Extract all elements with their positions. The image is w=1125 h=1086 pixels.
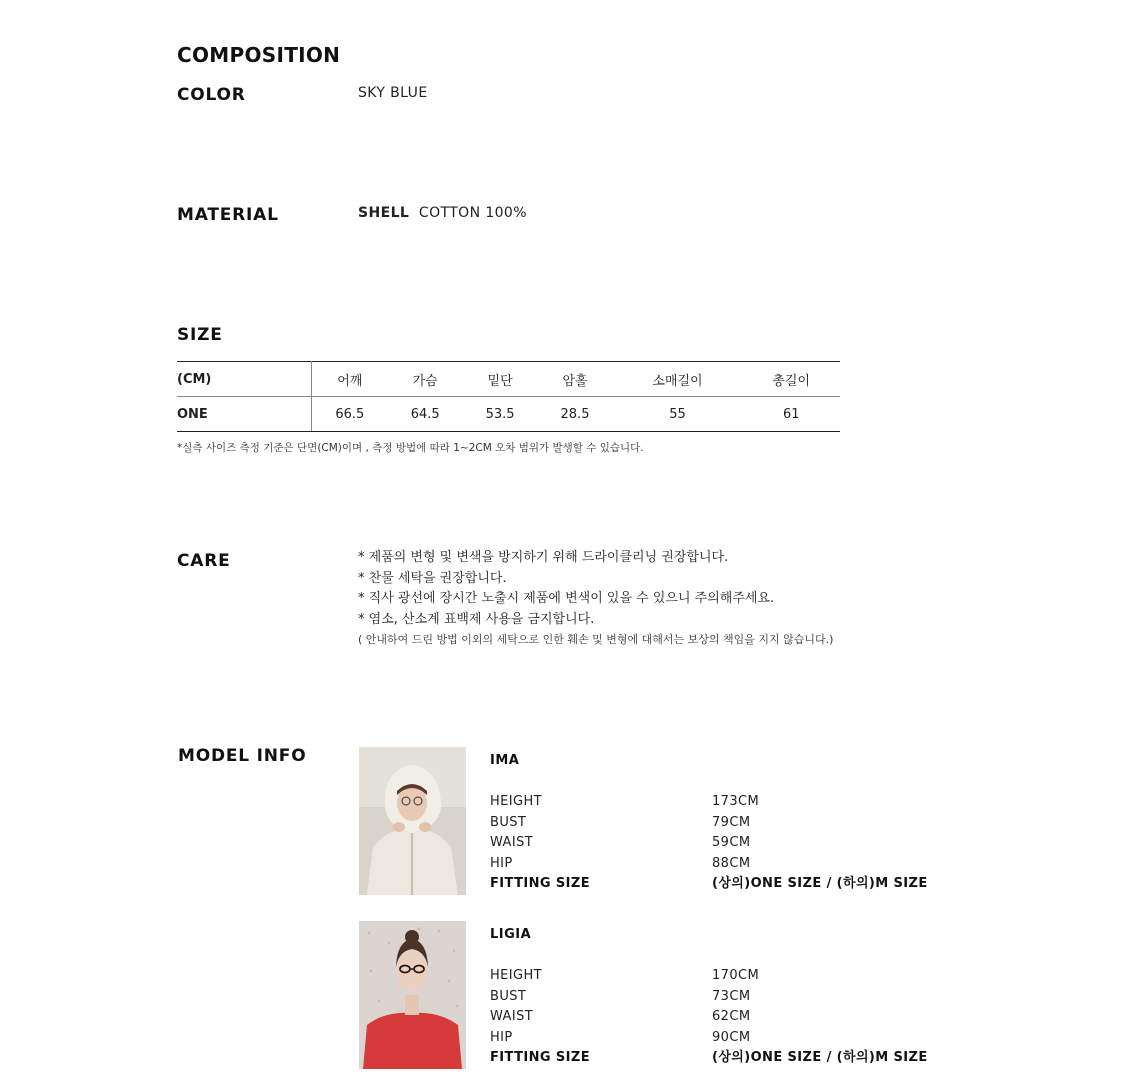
size-note: *실측 사이즈 측정 기준은 단면(CM)이며 , 측정 방법에 따라 1~2CM 오차 범위가 발생할 수 있습니다. bbox=[177, 442, 644, 454]
care-instructions bbox=[358, 548, 833, 647]
size-table bbox=[177, 361, 840, 432]
stat-label-height: HEIGHT bbox=[490, 794, 543, 809]
size-table-header-row bbox=[177, 362, 840, 397]
material-part: SHELL bbox=[358, 205, 410, 221]
stat-value-waist: 59CM bbox=[712, 835, 751, 851]
stat-value-hip: 90CM bbox=[712, 1029, 751, 1045]
care-label: CARE bbox=[177, 551, 231, 571]
model-photo-ligia bbox=[359, 921, 466, 1069]
stat-label-fitting-size: FITTING SIZE bbox=[490, 1050, 590, 1066]
size-val-armhole: 28.5 bbox=[538, 397, 613, 432]
size-col-hem: 밑단 bbox=[463, 362, 538, 397]
model-photo-ima bbox=[359, 747, 466, 895]
model-stats-values-ligia bbox=[712, 966, 928, 1069]
stat-label-height: HEIGHT bbox=[490, 968, 543, 983]
model-stats-labels-ligia bbox=[490, 966, 590, 1069]
size-table-row bbox=[177, 397, 840, 432]
care-disclaimer: ( 안내하여 드린 방법 이외의 세탁으로 인한 훼손 및 변형에 대해서는 보상의 책임을 지지 않습니다.) bbox=[358, 633, 834, 646]
stat-value-height: 173CM bbox=[712, 794, 760, 809]
stat-label-fitting-size: FITTING SIZE bbox=[490, 876, 590, 892]
size-val-sleeve: 55 bbox=[612, 397, 742, 432]
size-label: SIZE bbox=[177, 325, 223, 345]
color-value: SKY BLUE bbox=[358, 85, 428, 101]
size-unit-label: (CM) bbox=[177, 362, 312, 397]
color-label: COLOR bbox=[177, 85, 246, 105]
care-line: * 찬물 세탁을 권장합니다. bbox=[358, 570, 507, 586]
material-fabric: COTTON 100% bbox=[418, 205, 527, 221]
model-info-label: MODEL INFO bbox=[178, 746, 307, 766]
size-col-chest: 가슴 bbox=[388, 362, 463, 397]
care-line: * 염소, 산소계 표백제 사용을 금지합니다. bbox=[358, 611, 595, 627]
stat-value-height: 170CM bbox=[712, 968, 760, 983]
stat-value-fitting-size: (상의)ONE SIZE / (하의)M SIZE bbox=[712, 1050, 928, 1066]
material-value bbox=[358, 205, 527, 221]
stat-value-bust: 79CM bbox=[712, 814, 751, 830]
size-col-sleeve: 소매길이 bbox=[612, 362, 742, 397]
size-col-armhole: 암홀 bbox=[538, 362, 613, 397]
size-row-label: ONE bbox=[177, 397, 312, 432]
care-line: * 직사 광선에 장시간 노출시 제품에 변색이 있을 수 있으니 주의해주세요. bbox=[358, 591, 775, 606]
model-name-ima: IMA bbox=[490, 753, 520, 768]
model-name-ligia: LIGIA bbox=[490, 927, 532, 942]
stat-value-hip: 88CM bbox=[712, 855, 751, 871]
composition-heading: COMPOSITION bbox=[177, 43, 341, 67]
size-col-length: 총길이 bbox=[742, 362, 840, 397]
size-val-hem: 53.5 bbox=[463, 397, 538, 432]
stat-label-bust: BUST bbox=[490, 988, 527, 1004]
model-stats-labels-ima bbox=[490, 792, 590, 895]
model-stats-values-ima bbox=[712, 792, 928, 895]
size-col-shoulder: 어깨 bbox=[312, 362, 388, 397]
size-val-length: 61 bbox=[742, 397, 840, 432]
stat-label-hip: HIP bbox=[490, 855, 513, 871]
size-val-chest: 64.5 bbox=[388, 397, 463, 432]
stat-label-waist: WAIST bbox=[490, 1009, 534, 1025]
stat-value-fitting-size: (상의)ONE SIZE / (하의)M SIZE bbox=[712, 876, 928, 892]
size-val-shoulder: 66.5 bbox=[312, 397, 388, 432]
stat-label-waist: WAIST bbox=[490, 835, 534, 851]
material-label: MATERIAL bbox=[177, 205, 279, 225]
stat-label-hip: HIP bbox=[490, 1029, 513, 1045]
care-line: * 제품의 변형 및 변색을 방지하기 위해 드라이클리닝 권장합니다. bbox=[358, 550, 729, 565]
stat-value-waist: 62CM bbox=[712, 1009, 751, 1025]
stat-label-bust: BUST bbox=[490, 814, 527, 830]
stat-value-bust: 73CM bbox=[712, 988, 751, 1004]
